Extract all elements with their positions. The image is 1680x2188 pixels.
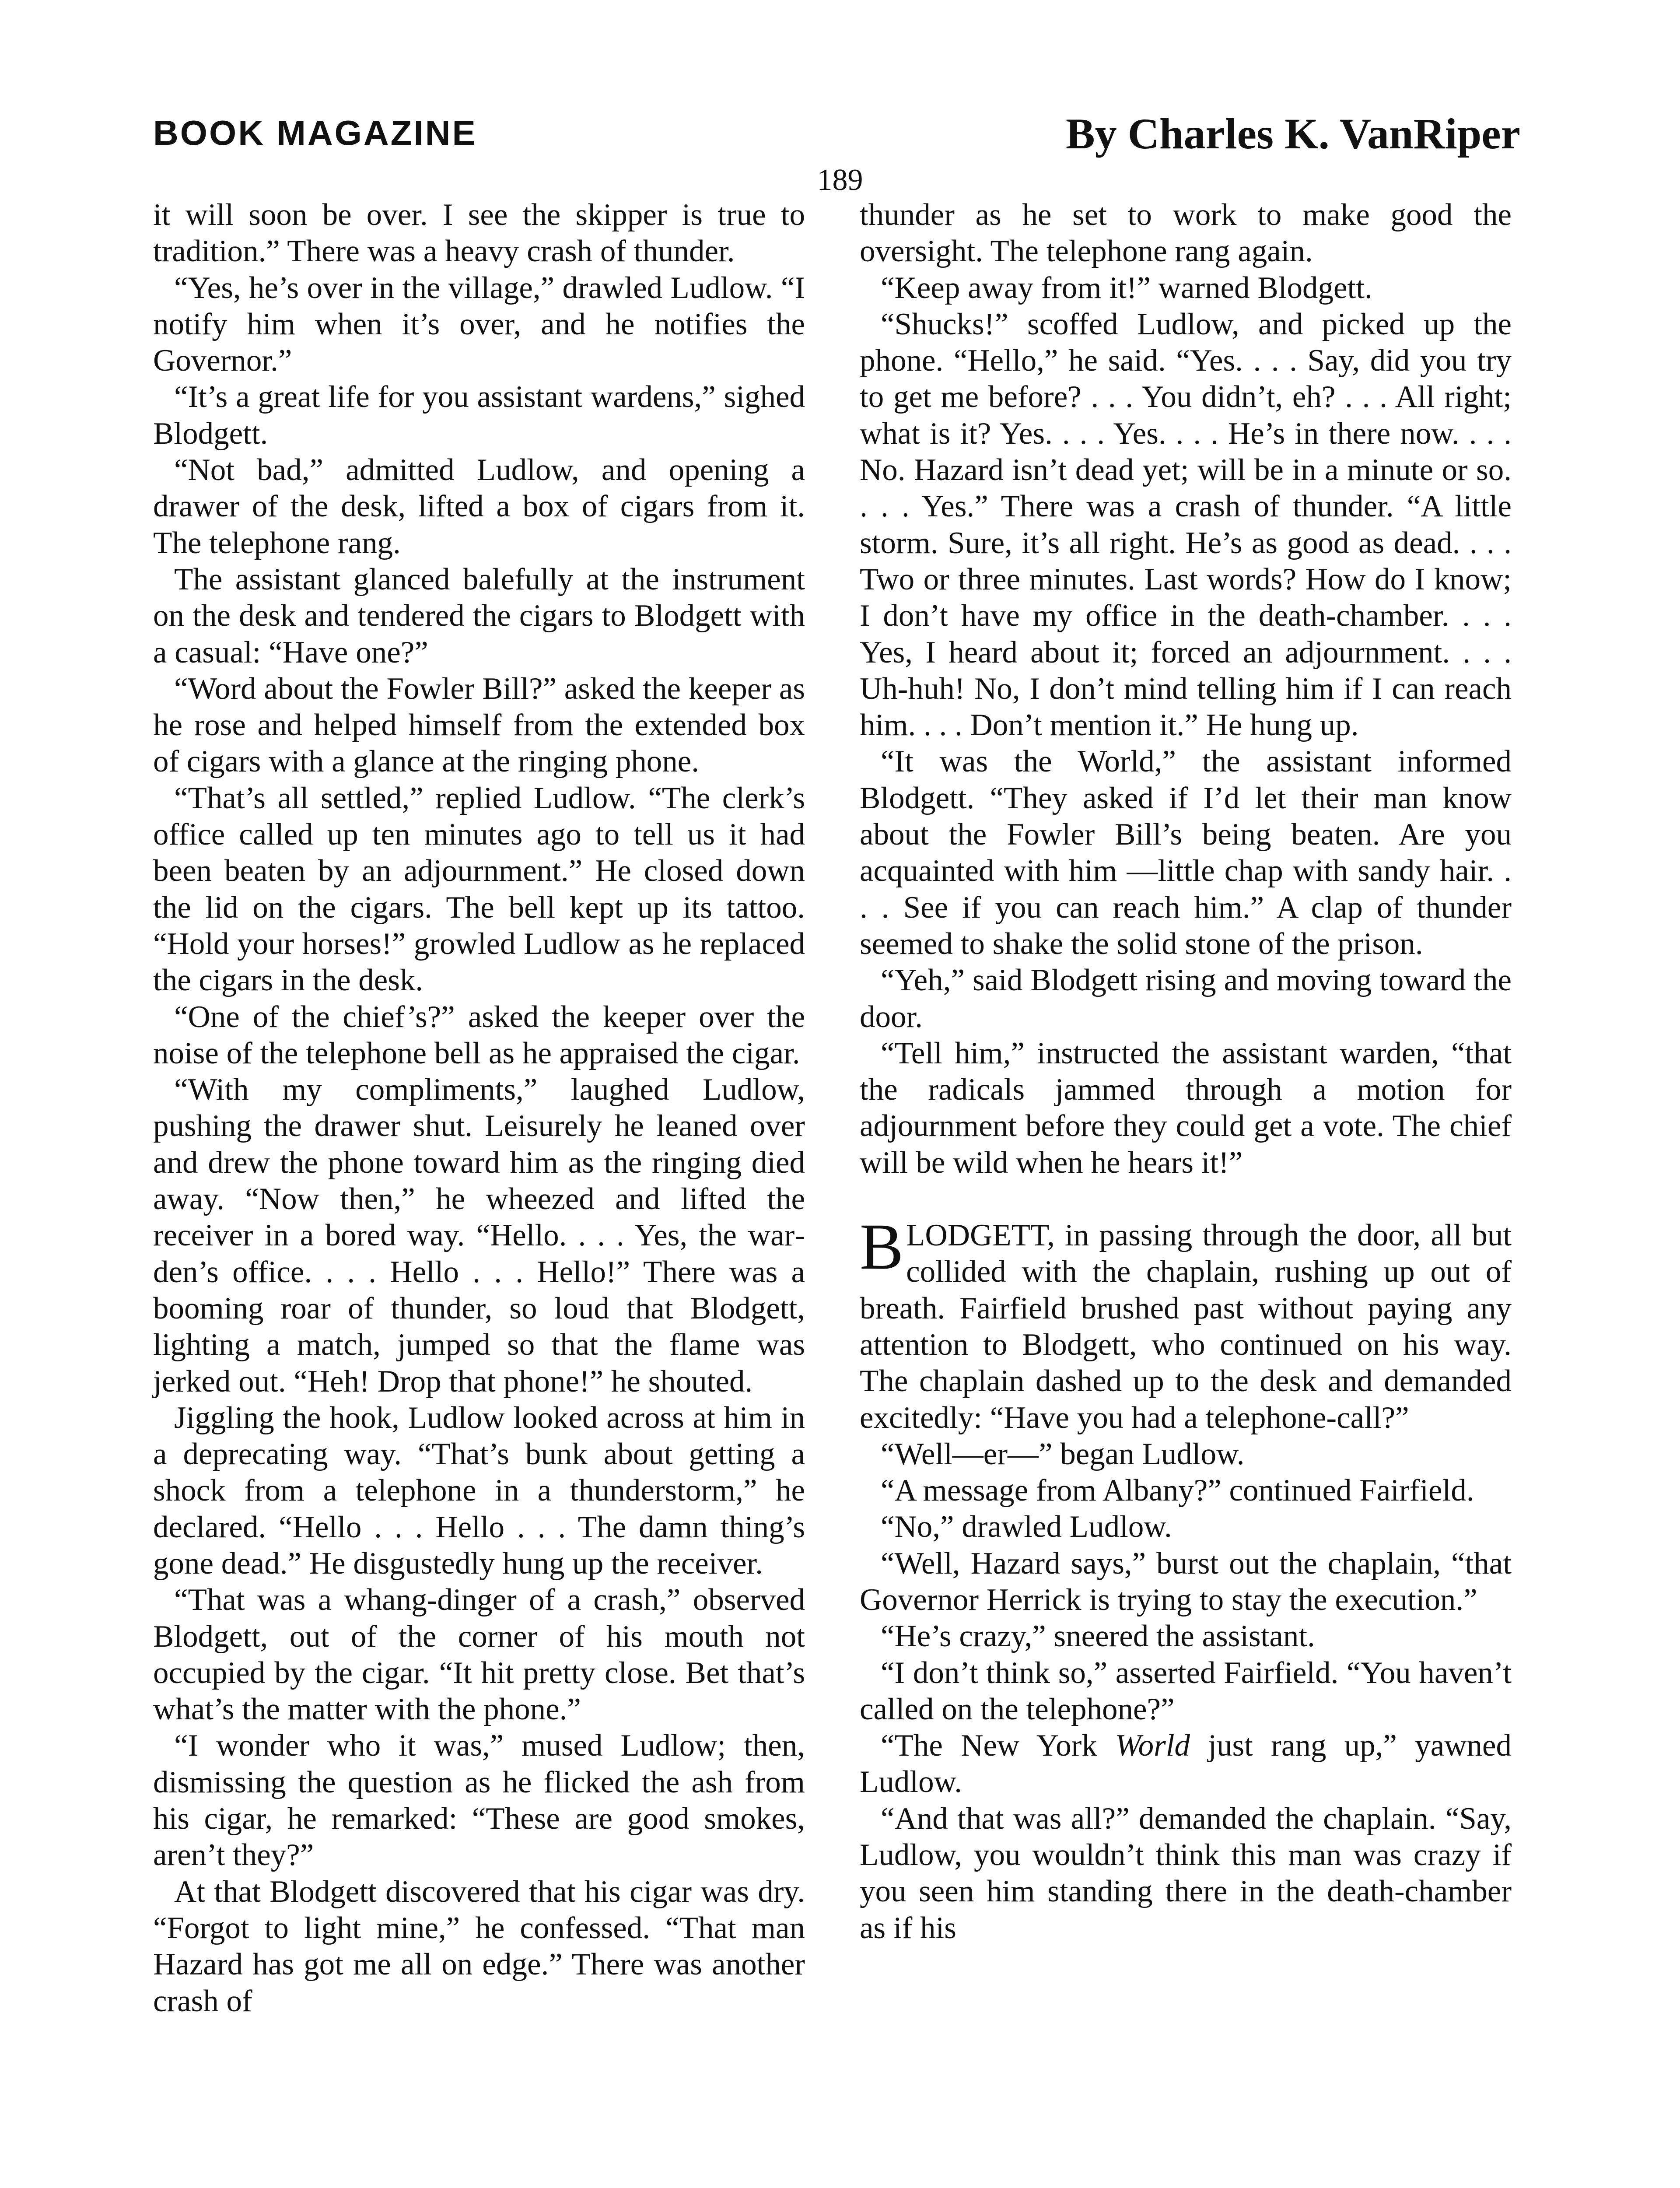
- paragraph: thunder as he set to work to make good the oversight. The telephone rang again.: [860, 198, 1512, 269]
- paragraph: “Shucks!” scoffed Ludlow, and picked up the phone. “Hello,” he said. “Yes. . . . Say, did you try to get me before? . . . You didn’t, eh? . . . All right; what is it? Yes. . . . Yes. . . . He’s in there now. . . . No. Hazard isn’t dead yet; will be in a minute or so. . . . Yes.” There was a crash of thunder. “A little storm. Sure, it’s all right. He’s as good as dead. . . . Two or three minutes. Last words? How do I know; I don’t have my office in the death-chamber. . . . Yes, I heard about it; forced an adjournment. . . . Uh-huh! No, I don’t mind telling him if I can reach him. . . . Don’t mention it.” He hung up.: [860, 307, 1512, 743]
- paragraph: “Tell him,” instructed the assistant warden, “that the radicals jammed through a motion for adjournment before they could get a vote. The chief will be wild when he hears it!”: [860, 1036, 1512, 1180]
- drop-cap: B: [860, 1210, 904, 1283]
- text-run: “The New York: [881, 1729, 1116, 1763]
- paragraph: “I don’t think so,” asserted Fairfield. “You haven’t called on the telephone?”: [860, 1655, 1512, 1726]
- magazine-title: BOOK MAGAZINE: [153, 113, 477, 152]
- paragraph: “Yes, he’s over in the village,” drawled Ludlow. “I notify him when it’s over, and he notifies the Governor.”: [153, 270, 805, 378]
- section-opening-paragraph: [860, 1210, 1512, 1436]
- page-number: 189: [817, 163, 863, 197]
- paragraph: “That was a whang-dinger of a crash,” observed Blodgett, out of the corner of his mouth not occupied by the cigar. “It hit pretty close. Bet that’s what’s the matter with the phone.”: [153, 1583, 805, 1727]
- left-column: [153, 197, 805, 2020]
- paragraph: “Well, Hazard says,” burst out the chaplain, “that Governor Herrick is trying to stay the execution.”: [860, 1546, 1512, 1617]
- text-run: just rang up,” yawned Ludlow.: [860, 1729, 1512, 1799]
- paragraph: “Not bad,” admitted Ludlow, and opening a drawer of the desk, lifted a box of cigars from it. The telephone rang.: [153, 453, 805, 560]
- paragraph: “Keep away from it!” warned Blodgett.: [881, 270, 1372, 305]
- paragraph: Jiggling the hook, Ludlow looked across at him in a deprecating way. “That’s bunk about getting a shock from a telephone in a thunderstorm,” he declared. “Hello . . . Hello . . . The damn thing’s gone dead.” He disgustedly hung up the receiver.: [153, 1400, 805, 1581]
- paragraph: “One of the chief’s?” asked the keeper over the noise of the telephone bell as he appraised the cigar.: [153, 999, 805, 1070]
- paragraph: “It’s a great life for you assistant wardens,” sighed Blodgett.: [153, 380, 805, 451]
- section-text: LODGETT, in passing through the door, all but collided with the chaplain, rushing up out of breath. Fairfield brushed past without paying any attention to Blodgett, who continued on his way. The chaplain dashed up to the desk and demanded excitedly: “Have you had a telephone-call?”: [860, 1218, 1512, 1435]
- paragraph: “That’s all settled,” replied Ludlow. “The clerk’s office called up ten minutes ago to tell us it had been beaten by an adjournment.” He closed down the lid on the cigars. The bell kept up its tattoo. “Hold your horses!” growled Ludlow as he replaced the cigars in the desk.: [153, 781, 805, 998]
- paragraph: “I wonder who it was,” mused Ludlow; then, dismissing the question as he flicked the ash from his cigar, he remarked: “These are good smokes, aren’t they?”: [153, 1729, 805, 1872]
- italic-newspaper-name: World: [1115, 1729, 1190, 1763]
- paragraph: At that Blodgett discovered that his cigar was dry. “Forgot to light mine,” he confessed. “That man Hazard has got me all on edge.” There was another crash of: [153, 1874, 805, 2018]
- author-byline: By Charles K. VanRiper: [1065, 109, 1520, 158]
- paragraph: “With my compliments,” laughed Ludlow, pushing the drawer shut. Leisurely he leaned over and drew the phone toward him as the ringing died away. “Now then,” he wheezed and lifted the receiver in a bored way. “Hello. . . . Yes, the warden’s office. . . . Hello . . . Hello!” There was a booming roar of thunder, so loud that Blodgett, lighting a match, jumped so that the flame was jerked out. “Heh! Drop that phone!” he shouted.: [153, 1073, 805, 1399]
- paragraph: [860, 1728, 1512, 1801]
- paragraph: “Yeh,” said Blodgett rising and moving toward the door.: [860, 963, 1512, 1034]
- paragraph: “No,” drawled Ludlow.: [881, 1510, 1172, 1544]
- paragraph: “Well—er—” began Ludlow.: [881, 1437, 1245, 1471]
- right-column: [860, 197, 1512, 1946]
- paragraph: “Word about the Fowler Bill?” asked the keeper as he rose and helped himself from the extended box of cigars with a glance at the ringing phone.: [153, 671, 805, 779]
- paragraph: “And that was all?” demanded the chaplain. “Say, Ludlow, you wouldn’t think this man was crazy if you seen him standing there in the death-chamber as if his: [860, 1801, 1512, 1945]
- paragraph: “It was the World,” the assistant informed Blodgett. “They asked if I’d let their man know about the Fowler Bill’s being beaten. Are you acquainted with him —little chap with sandy hair. . . . See if you can reach him.” A clap of thunder seemed to shake the solid stone of the prison.: [860, 744, 1512, 961]
- paragraph: it will soon be over. I see the skipper is true to tradition.” There was a heavy crash of thunder.: [153, 198, 805, 269]
- paragraph: The assistant glanced balefully at the instrument on the desk and tendered the cigars to Blodgett with a casual: “Have one?”: [153, 562, 805, 670]
- paragraph: “A message from Albany?” continued Fairfield.: [881, 1473, 1474, 1508]
- paragraph: “He’s crazy,” sneered the assistant.: [881, 1619, 1315, 1654]
